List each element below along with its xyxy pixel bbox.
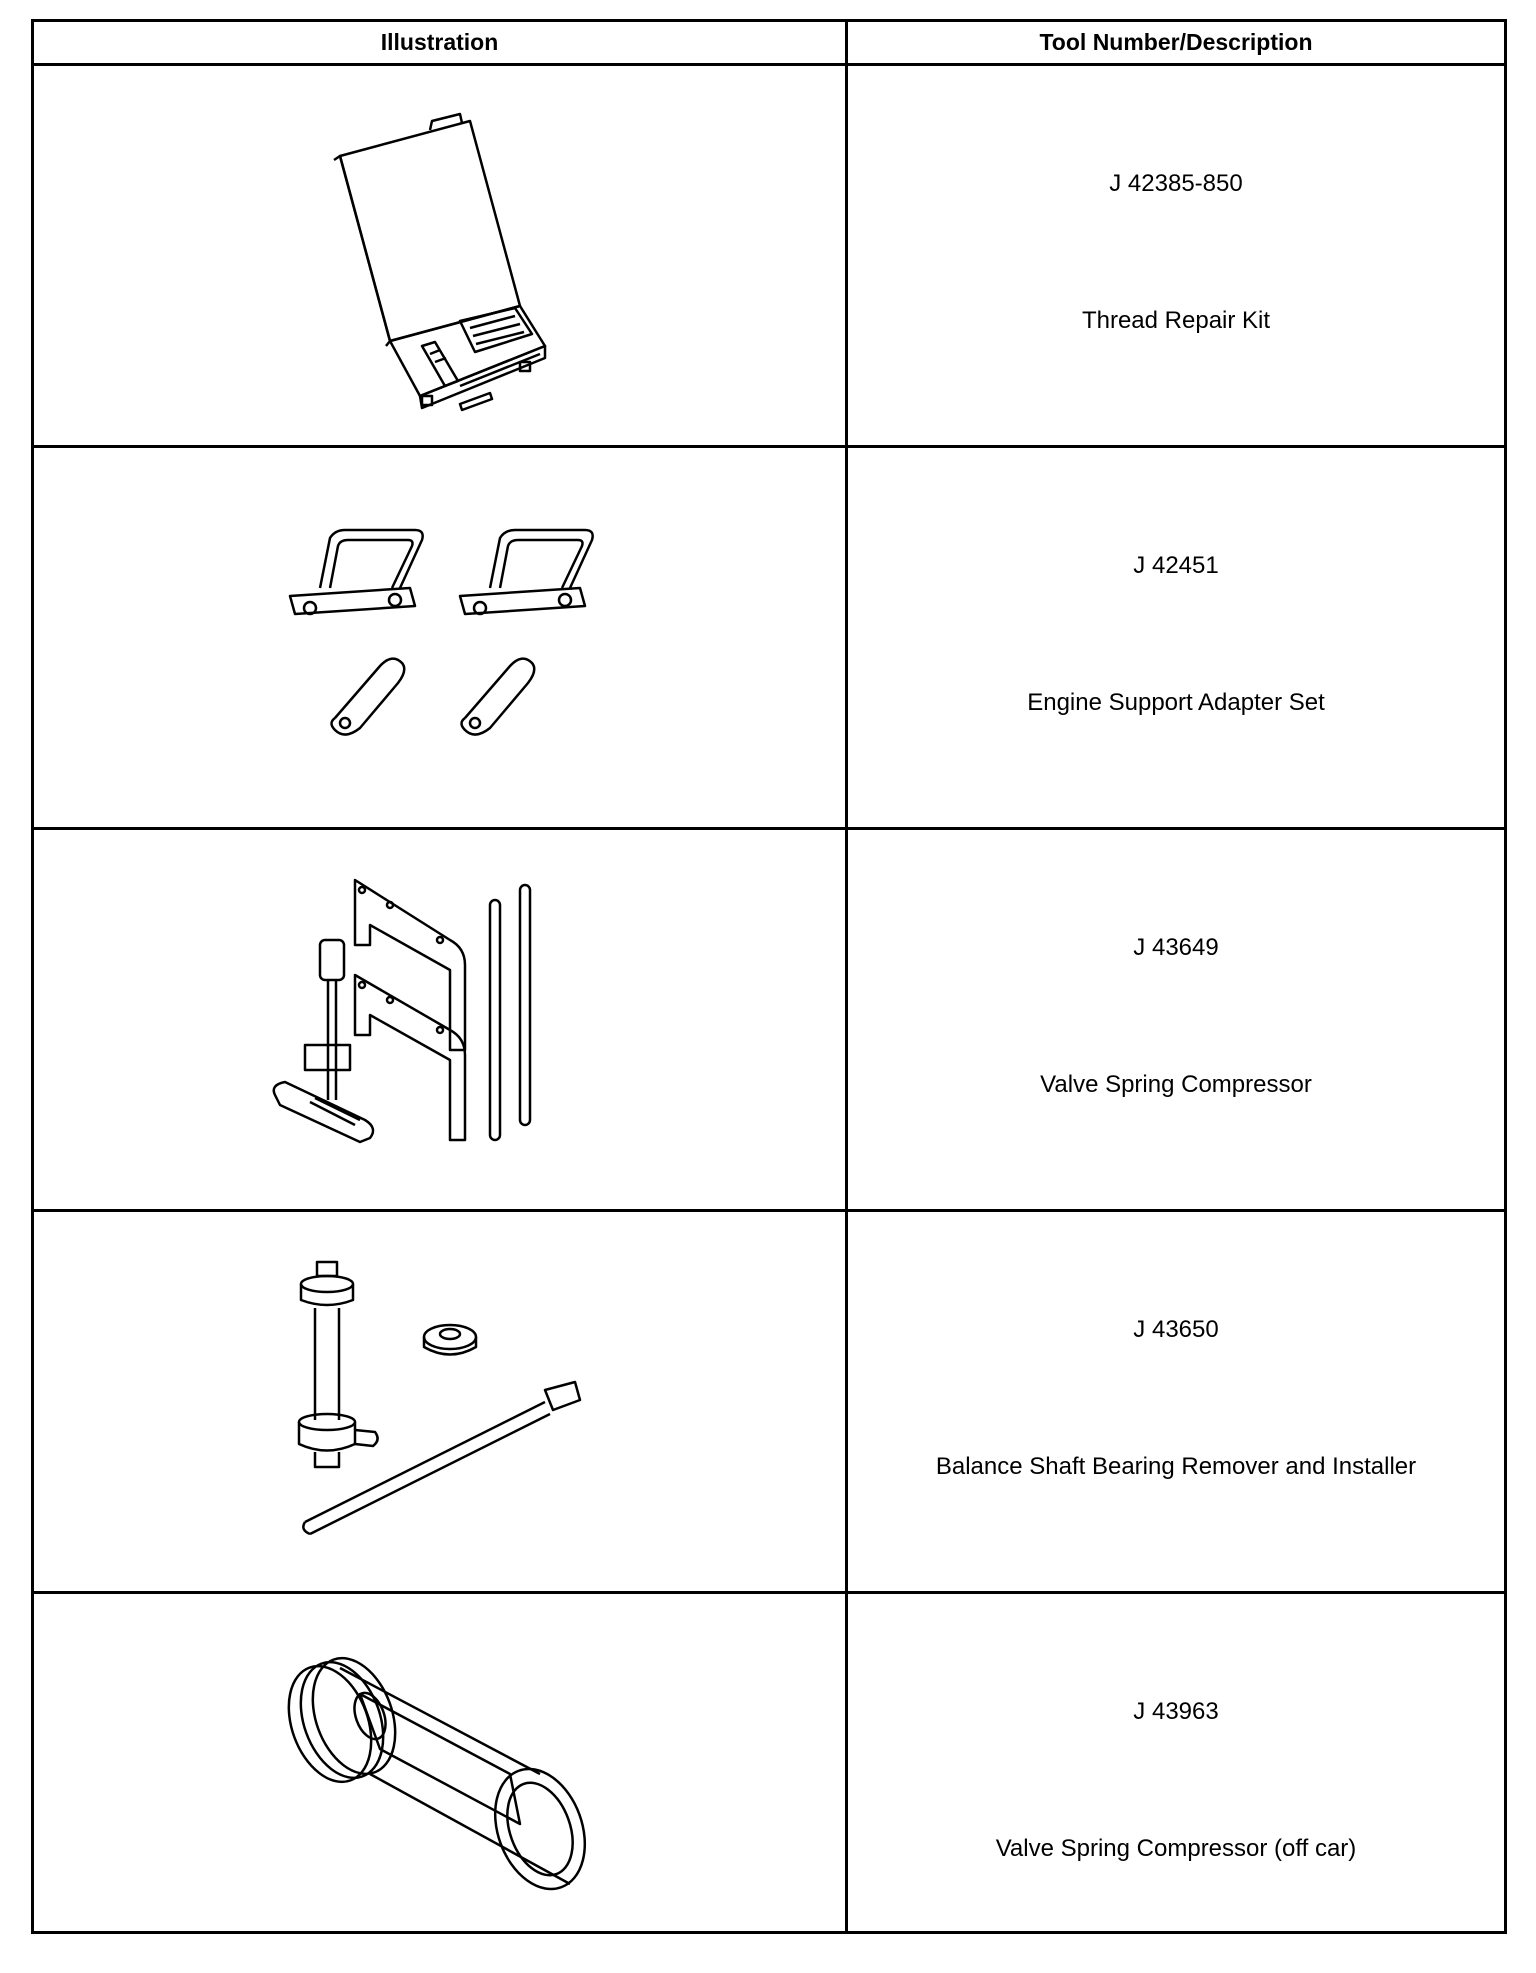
tool-number: J 43649	[1133, 934, 1219, 961]
engine-support-adapters-icon	[280, 518, 600, 758]
tool-name: Valve Spring Compressor	[1040, 1071, 1312, 1098]
tool-number: J 42451	[1133, 552, 1219, 579]
tool-number: J 42385-850	[1109, 170, 1243, 197]
header-illustration: Illustration	[380, 29, 499, 55]
tool-name: Valve Spring Compressor (off car)	[995, 1835, 1357, 1862]
table-row	[34, 448, 1504, 830]
illustration-cell	[34, 448, 845, 827]
illustration-cell	[34, 830, 845, 1209]
description-cell	[848, 1594, 1504, 1973]
description-cell	[848, 448, 1504, 827]
description-cell	[848, 66, 1504, 445]
bearing-remover-installer-icon	[275, 1252, 605, 1552]
tool-number: J 43963	[1133, 1698, 1219, 1725]
illustration-cell	[34, 66, 845, 445]
description-cell	[848, 1212, 1504, 1591]
valve-spring-compressor-icon	[270, 870, 610, 1170]
special-tools-table	[31, 19, 1507, 1934]
tool-number: J 43650	[1133, 1316, 1219, 1343]
description-cell	[848, 830, 1504, 1209]
valve-spring-compressor-cage-icon	[270, 1654, 610, 1914]
header-tool-number-description: Tool Number/Description	[1039, 29, 1313, 55]
table-row	[34, 66, 1504, 448]
tool-name: Balance Shaft Bearing Remover and Installer	[935, 1453, 1417, 1480]
table-header	[34, 22, 1504, 66]
tool-name: Thread Repair Kit	[1081, 307, 1271, 334]
table-row	[34, 1594, 1504, 1973]
illustration-cell	[34, 1212, 845, 1591]
thread-repair-kit-icon	[310, 96, 570, 416]
table-row	[34, 830, 1504, 1212]
illustration-cell	[34, 1594, 845, 1973]
table-row	[34, 1212, 1504, 1594]
tool-name: Engine Support Adapter Set	[1027, 689, 1325, 716]
